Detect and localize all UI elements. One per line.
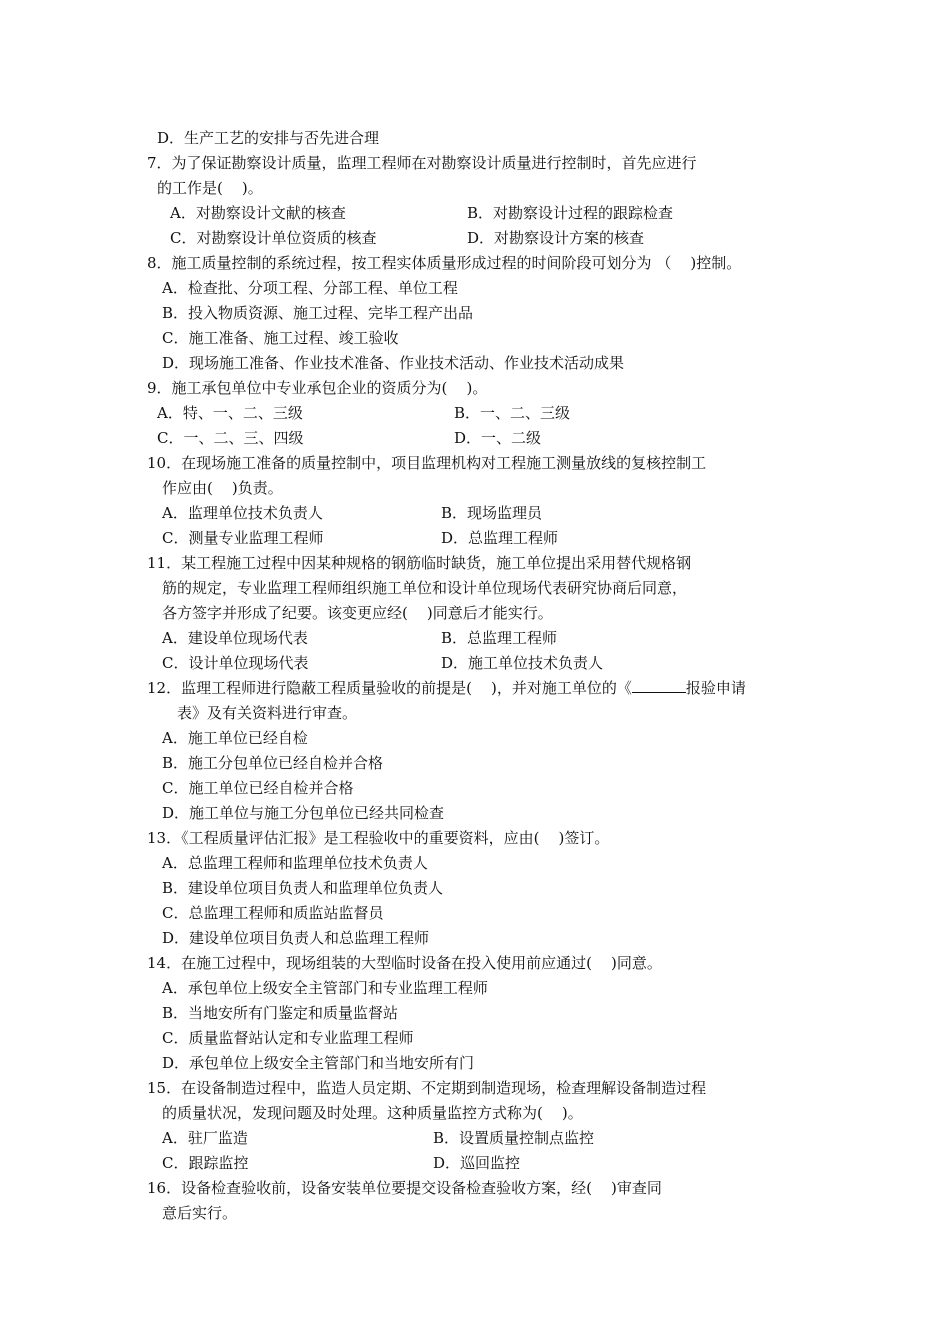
q14-option-b: B．当地安所有门鉴定和质量监督站 [162, 1004, 399, 1022]
q10-stem-line1: 10．在现场施工准备的质量控制中，项目监理机构对工程施工测量放线的复核控制工 [147, 454, 707, 472]
q15-stem-line2: 的质量状况，发现问题及时处理。这种质量监控方式称为( )。 [162, 1104, 583, 1122]
q11-stem-line1: 11．某工程施工过程中因某种规格的钢筋临时缺货，施工单位提出采用替代规格钢 [147, 554, 692, 572]
q8-option-b: B．投入物质资源、施工过程、完毕工程产出品 [162, 304, 474, 322]
q7-option-d: D．对勘察设计方案的核查 [467, 229, 645, 247]
q13-option-c: C．总监理工程师和质监站监督员 [162, 904, 384, 922]
q15-option-d: D．巡回监控 [433, 1154, 521, 1172]
q8-option-d: D．现场施工准备、作业技术准备、作业技术活动、作业技术活动成果 [162, 354, 625, 372]
q8-stem: 8．施工质量控制的系统过程，按工程实体质量形成过程的时间阶段可划分为 （ )控制。 [147, 254, 742, 272]
q10-option-c: C．测量专业监理工程师 [162, 529, 324, 547]
q12-stem-suffix: 报验申请 [685, 679, 746, 697]
q8-option-a: A．检查批、分项工程、分部工程、单位工程 [162, 279, 458, 297]
q14-option-d: D．承包单位上级安全主管部门和当地安所有门 [162, 1054, 475, 1072]
q11-option-a: A．建设单位现场代表 [162, 629, 308, 647]
q8-option-c: C．施工准备、施工过程、竣工验收 [162, 329, 399, 347]
q9-option-d: D．一、二级 [454, 429, 542, 447]
q9-option-a: A．特、一、二、三级 [157, 404, 303, 422]
q11-stem-line2: 筋的规定，专业监理工程师组织施工单位和设计单位现场代表研究协商后同意， [162, 579, 688, 597]
q16-stem-line1: 16．设备检查验收前，设备安装单位要提交设备检查验收方案，经( )审查同 [147, 1179, 662, 1197]
q11-option-d: D．施工单位技术负责人 [441, 654, 604, 672]
fill-in-blank [632, 678, 686, 693]
q12-option-c: C．施工单位已经自检并合格 [162, 779, 354, 797]
q15-option-a: A．驻厂监造 [162, 1129, 248, 1147]
q13-option-b: B．建设单位项目负责人和监理单位负责人 [162, 879, 444, 897]
q13-stem: 13．《工程质量评估汇报》是工程验收中的重要资料，应由( )签订。 [147, 829, 610, 847]
q7-stem-line2: 的工作是( )。 [157, 179, 263, 197]
q7-option-b: B．对勘察设计过程的跟踪检查 [467, 204, 674, 222]
q11-option-c: C．设计单位现场代表 [162, 654, 309, 672]
q10-stem-line2: 作应由( )负责。 [162, 479, 283, 497]
q12-stem-line1 [147, 678, 746, 698]
q11-stem-line3: 各方签字并形成了纪要。该变更应经( )同意后才能实行。 [162, 604, 553, 622]
q12-stem-line2: 表》及有关资料进行审查。 [177, 704, 358, 722]
q14-stem: 14．在施工过程中，现场组装的大型临时设备在投入使用前应通过( )同意。 [147, 954, 662, 972]
q13-option-d: D．建设单位项目负责人和总监理工程师 [162, 929, 430, 947]
q14-option-c: C．质量监督站认定和专业监理工程师 [162, 1029, 414, 1047]
q9-option-b: B．一、二、三级 [454, 404, 571, 422]
q12-option-d: D．施工单位与施工分包单位已经共同检查 [162, 804, 445, 822]
q10-option-b: B．现场监理员 [441, 504, 543, 522]
q10-option-d: D．总监理工程师 [441, 529, 559, 547]
q10-option-a: A．监理单位技术负责人 [162, 504, 323, 522]
q12-option-a: A．施工单位已经自检 [162, 729, 308, 747]
q15-option-c: C．跟踪监控 [162, 1154, 249, 1172]
q12-option-b: B．施工分包单位已经自检并合格 [162, 754, 384, 772]
q16-stem-line2: 意后实行。 [162, 1204, 238, 1222]
q11-option-b: B．总监理工程师 [441, 629, 558, 647]
q9-option-c: C．一、二、三、四级 [157, 429, 304, 447]
q7-stem-line1: 7．为了保证勘察设计质量，监理工程师在对勘察设计质量进行控制时，首先应进行 [147, 154, 697, 172]
q9-stem: 9．施工承包单位中专业承包企业的资质分为( )。 [147, 379, 488, 397]
q6-option-d: D．生产工艺的安排与否先进合理 [157, 129, 380, 147]
q13-option-a: A．总监理工程师和监理单位技术负责人 [162, 854, 428, 872]
q15-stem-line1: 15．在设备制造过程中，监造人员定期、不定期到制造现场，检查理解设备制造过程 [147, 1079, 707, 1097]
q7-option-c: C．对勘察设计单位资质的核查 [170, 229, 377, 247]
q12-stem-prefix: 12．监理工程师进行隐蔽工程质量验收的前提是( )，并对施工单位的《 [147, 679, 632, 697]
q15-option-b: B．设置质量控制点监控 [433, 1129, 595, 1147]
q14-option-a: A．承包单位上级安全主管部门和专业监理工程师 [162, 979, 488, 997]
q7-option-a: A．对勘察设计文献的核查 [170, 204, 346, 222]
